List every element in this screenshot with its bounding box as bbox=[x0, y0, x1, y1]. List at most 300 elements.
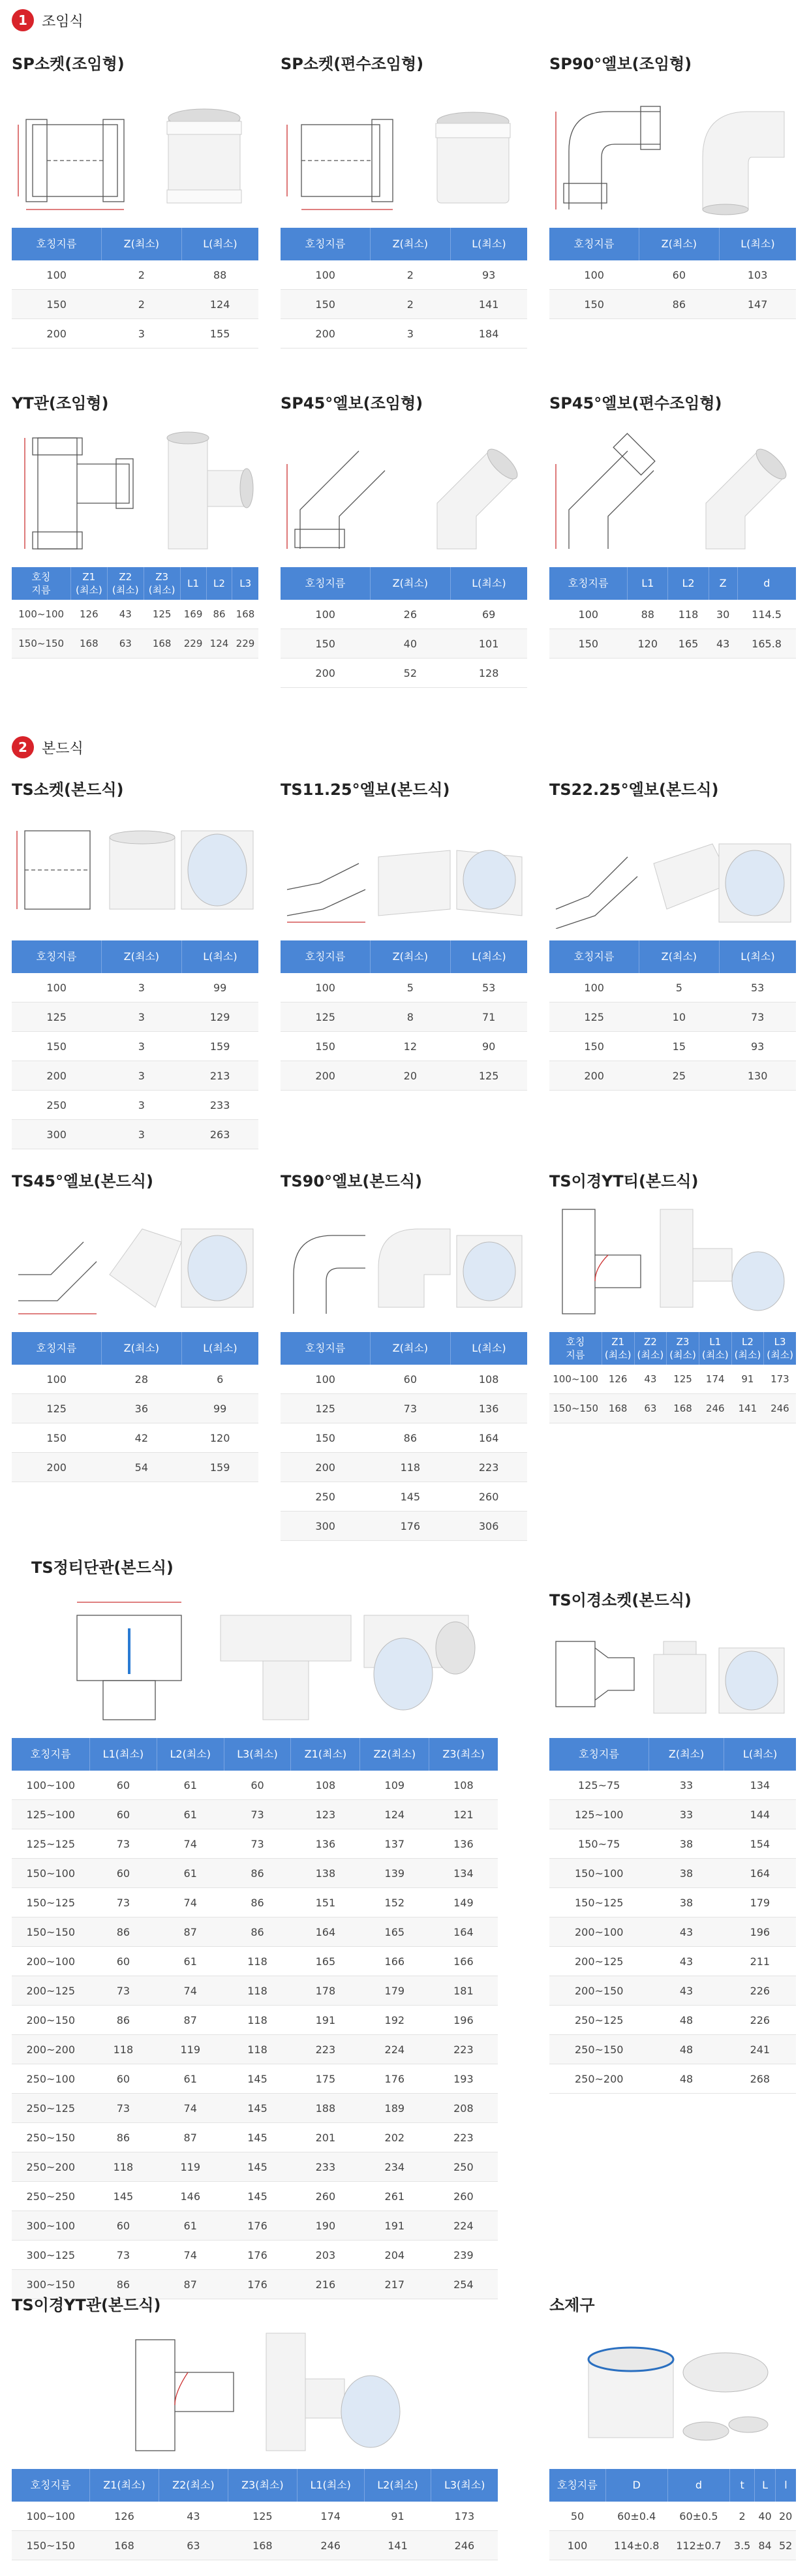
table-cell: 150 bbox=[281, 1032, 370, 1061]
table-cell: 30 bbox=[709, 600, 737, 629]
product-title: YT관(조임형) bbox=[12, 394, 109, 412]
table-cell: 125~75 bbox=[549, 1771, 649, 1800]
table-cell: 268 bbox=[724, 2064, 796, 2094]
table-cell: 33 bbox=[649, 1800, 724, 1829]
table-cell: 61 bbox=[157, 2211, 224, 2241]
table-cell: 99 bbox=[181, 973, 258, 1002]
table-row bbox=[12, 1032, 258, 1061]
table-cell: 52 bbox=[370, 659, 450, 688]
table-cell: 188 bbox=[291, 2094, 360, 2123]
technical-drawing bbox=[281, 425, 404, 555]
table-row bbox=[12, 2035, 498, 2064]
technical-drawing bbox=[549, 85, 673, 216]
table-cell: 6 bbox=[181, 1365, 258, 1394]
table-cell: 88 bbox=[628, 600, 668, 629]
product-ts2225-elbow bbox=[549, 777, 796, 1091]
table-cell: 86 bbox=[224, 1917, 291, 1947]
product-photo bbox=[647, 1622, 791, 1726]
product-figure bbox=[12, 2327, 498, 2457]
table-row bbox=[549, 1947, 796, 1976]
table-cell: 73 bbox=[90, 1829, 157, 1859]
table-cell: 150~150 bbox=[549, 1394, 602, 1423]
product-figure bbox=[281, 811, 527, 929]
product-title: TS22.25°엘보(본드식) bbox=[549, 781, 719, 799]
table-cell: 150~150 bbox=[12, 629, 70, 659]
table-cell: 168 bbox=[144, 629, 180, 659]
table-header-row bbox=[12, 940, 258, 973]
table-row bbox=[549, 600, 796, 629]
table-cell: 125 bbox=[281, 1002, 370, 1032]
table-cell: 112±0.7 bbox=[667, 2531, 729, 2560]
column-header: 호칭지름 bbox=[12, 2469, 90, 2502]
table-cell: 93 bbox=[450, 260, 527, 290]
table-cell: 179 bbox=[724, 1888, 796, 1917]
column-header: 호칭지름 bbox=[549, 940, 639, 973]
table-cell: 60 bbox=[90, 1947, 157, 1976]
table-cell: 87 bbox=[157, 1917, 224, 1947]
product-title: SP소켓(조임형) bbox=[12, 55, 125, 73]
product-figure bbox=[549, 1203, 796, 1320]
table-cell: 204 bbox=[360, 2241, 429, 2270]
column-header: L3(최소) bbox=[431, 2469, 498, 2502]
product-ts-tee bbox=[12, 1555, 498, 2299]
section-header-2 bbox=[12, 736, 84, 758]
table-cell: 254 bbox=[429, 2270, 498, 2299]
table-cell: 86 bbox=[370, 1423, 450, 1453]
product-photo bbox=[654, 1203, 797, 1320]
table-cell: 260 bbox=[450, 1482, 527, 1512]
product-photo bbox=[575, 2327, 778, 2457]
product-figure bbox=[281, 1203, 527, 1320]
table-row bbox=[12, 1859, 498, 1888]
table-row bbox=[12, 600, 258, 629]
column-header: L2 bbox=[206, 567, 232, 600]
column-header: Z(최소) bbox=[370, 940, 450, 973]
technical-drawing bbox=[123, 2327, 240, 2457]
table-cell: 100 bbox=[549, 600, 628, 629]
technical-drawing bbox=[281, 1203, 372, 1320]
table-cell: 118 bbox=[224, 1947, 291, 1976]
table-cell: 159 bbox=[181, 1032, 258, 1061]
table-cell: 128 bbox=[450, 659, 527, 688]
column-header: 호칭지름 bbox=[12, 940, 101, 973]
table-cell: 201 bbox=[291, 2123, 360, 2152]
column-header: Z3(최소) bbox=[228, 2469, 297, 2502]
table-cell: 43 bbox=[649, 1917, 724, 1947]
table-row bbox=[12, 2064, 498, 2094]
table-cell: 73 bbox=[224, 1800, 291, 1829]
table-row bbox=[12, 973, 258, 1002]
product-figure bbox=[549, 85, 796, 216]
table-cell: 150 bbox=[12, 290, 101, 319]
product-photo bbox=[686, 85, 791, 216]
table-row bbox=[12, 1947, 498, 1976]
table-row bbox=[549, 1061, 796, 1091]
technical-drawing bbox=[281, 811, 372, 929]
table-cell: 141 bbox=[364, 2531, 431, 2560]
table-cell: 164 bbox=[429, 1917, 498, 1947]
table-cell: 50 bbox=[549, 2502, 605, 2531]
table-cell: 150 bbox=[281, 290, 370, 319]
technical-drawing bbox=[549, 1203, 647, 1320]
table-cell: 145 bbox=[370, 1482, 450, 1512]
table-row bbox=[549, 1829, 796, 1859]
technical-drawing bbox=[549, 1622, 641, 1726]
product-photo bbox=[155, 425, 260, 555]
column-header: L(최소) bbox=[181, 228, 258, 260]
column-header: L(최소) bbox=[719, 940, 796, 973]
spec-table bbox=[549, 228, 796, 319]
table-cell: 53 bbox=[719, 973, 796, 1002]
table-cell: 241 bbox=[724, 2035, 796, 2064]
technical-drawing bbox=[12, 425, 142, 555]
table-cell: 87 bbox=[157, 2123, 224, 2152]
table-cell: 200~100 bbox=[549, 1917, 649, 1947]
table-row bbox=[281, 600, 527, 629]
table-cell: 263 bbox=[181, 1120, 258, 1149]
product-sp-socket-onesided bbox=[281, 51, 527, 349]
product-sp45-elbow-onesided bbox=[549, 390, 796, 659]
table-cell: 250~150 bbox=[549, 2035, 649, 2064]
table-cell: 250~125 bbox=[12, 2094, 90, 2123]
product-photo bbox=[253, 2327, 410, 2457]
column-header: L1 bbox=[628, 567, 668, 600]
table-cell: 202 bbox=[360, 2123, 429, 2152]
table-header-row bbox=[12, 228, 258, 260]
table-cell: 10 bbox=[639, 1002, 719, 1032]
table-cell: 246 bbox=[699, 1394, 731, 1423]
product-title: TS이경소켓(본드식) bbox=[549, 1591, 692, 1609]
table-row bbox=[549, 1365, 796, 1394]
table-cell: 203 bbox=[291, 2241, 360, 2270]
table-cell: 100~100 bbox=[549, 1365, 602, 1394]
spec-table bbox=[549, 567, 796, 659]
table-row bbox=[12, 1771, 498, 1800]
table-cell: 196 bbox=[429, 2006, 498, 2035]
column-header: L(최소) bbox=[450, 228, 527, 260]
table-cell: 100 bbox=[549, 260, 639, 290]
table-cell: 125 bbox=[144, 600, 180, 629]
table-cell: 189 bbox=[360, 2094, 429, 2123]
spec-table bbox=[12, 567, 258, 659]
product-figure bbox=[12, 425, 258, 555]
table-row bbox=[281, 1365, 527, 1394]
column-header: L3 bbox=[232, 567, 258, 600]
table-cell: 200 bbox=[281, 659, 370, 688]
table-cell: 168 bbox=[232, 600, 258, 629]
table-cell: 100 bbox=[549, 2531, 605, 2560]
column-header: Z2(최소) bbox=[159, 2469, 228, 2502]
table-row bbox=[12, 290, 258, 319]
table-cell: 150~150 bbox=[12, 2531, 90, 2560]
column-header: Z(최소) bbox=[370, 1332, 450, 1365]
table-row bbox=[281, 319, 527, 349]
product-figure bbox=[12, 811, 258, 929]
table-cell: 124 bbox=[206, 629, 232, 659]
section-title: 본드식 bbox=[42, 740, 84, 757]
column-header: L bbox=[755, 2469, 776, 2502]
table-cell: 3.5 bbox=[730, 2531, 755, 2560]
column-header: 호칭지름 bbox=[281, 940, 370, 973]
column-header: l bbox=[775, 2469, 796, 2502]
table-cell: 100 bbox=[281, 1365, 370, 1394]
table-row bbox=[281, 1482, 527, 1512]
product-sp45-elbow bbox=[281, 390, 527, 688]
table-cell: 134 bbox=[429, 1859, 498, 1888]
table-cell: 61 bbox=[157, 1800, 224, 1829]
column-header: D bbox=[605, 2469, 667, 2502]
table-cell: 234 bbox=[360, 2152, 429, 2182]
table-cell: 91 bbox=[364, 2502, 431, 2531]
table-cell: 86 bbox=[639, 290, 719, 319]
table-cell: 250 bbox=[12, 1091, 101, 1120]
product-ts45-elbow bbox=[12, 1168, 258, 1482]
column-header: 호칭지름 bbox=[281, 567, 370, 600]
table-cell: 60 bbox=[90, 2211, 157, 2241]
table-cell: 71 bbox=[450, 1002, 527, 1032]
table-cell: 150 bbox=[281, 629, 370, 659]
table-cell: 125 bbox=[12, 1394, 101, 1423]
table-cell: 226 bbox=[724, 2006, 796, 2035]
table-cell: 100 bbox=[12, 973, 101, 1002]
column-header: Z3 (최소) bbox=[144, 567, 180, 600]
table-row bbox=[281, 1423, 527, 1453]
table-cell: 61 bbox=[157, 1947, 224, 1976]
column-header: t bbox=[730, 2469, 755, 2502]
table-cell: 74 bbox=[157, 1976, 224, 2006]
table-cell: 168 bbox=[90, 2531, 159, 2560]
table-cell: 178 bbox=[291, 1976, 360, 2006]
table-cell: 168 bbox=[228, 2531, 297, 2560]
table-header-row bbox=[549, 228, 796, 260]
technical-drawing bbox=[549, 811, 641, 929]
column-header: 호칭 지름 bbox=[12, 567, 70, 600]
table-cell: 69 bbox=[450, 600, 527, 629]
table-row bbox=[549, 1394, 796, 1423]
table-cell: 86 bbox=[224, 1888, 291, 1917]
table-cell: 168 bbox=[667, 1394, 699, 1423]
product-title: TS이경YT티(본드식) bbox=[549, 1172, 699, 1190]
table-cell: 43 bbox=[107, 600, 144, 629]
table-cell: 126 bbox=[90, 2502, 159, 2531]
table-cell: 99 bbox=[181, 1394, 258, 1423]
table-row bbox=[549, 973, 796, 1002]
table-cell: 118 bbox=[224, 2006, 291, 2035]
table-cell: 86 bbox=[90, 2123, 157, 2152]
table-cell: 109 bbox=[360, 1771, 429, 1800]
product-title: TS이경YT관(본드식) bbox=[12, 2296, 161, 2314]
table-cell: 20 bbox=[775, 2502, 796, 2531]
table-cell: 200 bbox=[281, 1061, 370, 1091]
table-cell: 60 bbox=[90, 1771, 157, 1800]
table-cell: 25 bbox=[639, 1061, 719, 1091]
table-cell: 155 bbox=[181, 319, 258, 349]
table-cell: 26 bbox=[370, 600, 450, 629]
table-cell: 300~125 bbox=[12, 2241, 90, 2270]
table-cell: 261 bbox=[360, 2182, 429, 2211]
column-header: Z(최소) bbox=[639, 940, 719, 973]
table-cell: 226 bbox=[724, 1976, 796, 2006]
column-header: Z3 (최소) bbox=[667, 1332, 699, 1365]
table-cell: 126 bbox=[602, 1365, 634, 1394]
column-header: Z(최소) bbox=[101, 228, 181, 260]
product-ts1125-elbow bbox=[281, 777, 527, 1091]
product-cleanout bbox=[549, 2292, 796, 2560]
table-cell: 250 bbox=[429, 2152, 498, 2182]
product-photo bbox=[103, 811, 260, 929]
column-header: Z(최소) bbox=[101, 940, 181, 973]
table-cell: 3 bbox=[370, 319, 450, 349]
table-cell: 5 bbox=[370, 973, 450, 1002]
table-cell: 200 bbox=[281, 319, 370, 349]
table-cell: 150~125 bbox=[549, 1888, 649, 1917]
table-cell: 200~125 bbox=[12, 1976, 90, 2006]
table-row bbox=[12, 1061, 258, 1091]
column-header: 호칭지름 bbox=[12, 228, 101, 260]
table-cell: 20 bbox=[370, 1061, 450, 1091]
table-header-row bbox=[549, 567, 796, 600]
table-row bbox=[12, 1120, 258, 1149]
table-cell: 200 bbox=[549, 1061, 639, 1091]
table-cell: 164 bbox=[724, 1859, 796, 1888]
table-cell: 134 bbox=[724, 1771, 796, 1800]
table-cell: 118 bbox=[370, 1453, 450, 1482]
table-row bbox=[12, 1976, 498, 2006]
product-ts-socket bbox=[12, 777, 258, 1149]
spec-table bbox=[12, 1738, 498, 2299]
table-cell: 250~150 bbox=[12, 2123, 90, 2152]
table-cell: 100~100 bbox=[12, 1771, 90, 1800]
section-header-1 bbox=[12, 9, 84, 31]
table-cell: 306 bbox=[450, 1512, 527, 1541]
table-row bbox=[12, 1365, 258, 1394]
table-cell: 300~150 bbox=[12, 2270, 90, 2299]
table-cell: 125~125 bbox=[12, 1829, 90, 1859]
product-figure bbox=[281, 85, 527, 216]
table-row bbox=[549, 2035, 796, 2064]
table-cell: 120 bbox=[628, 629, 668, 659]
table-cell: 164 bbox=[291, 1917, 360, 1947]
table-cell: 250 bbox=[281, 1482, 370, 1512]
table-row bbox=[549, 260, 796, 290]
table-cell: 211 bbox=[724, 1947, 796, 1976]
column-header: L3(최소) bbox=[224, 1738, 291, 1771]
table-row bbox=[12, 1917, 498, 1947]
table-cell: 224 bbox=[360, 2035, 429, 2064]
table-cell: 229 bbox=[180, 629, 206, 659]
table-cell: 141 bbox=[731, 1394, 764, 1423]
table-cell: 246 bbox=[431, 2531, 498, 2560]
table-cell: 101 bbox=[450, 629, 527, 659]
technical-drawing bbox=[281, 85, 398, 216]
table-row bbox=[12, 1423, 258, 1453]
table-cell: 174 bbox=[699, 1365, 731, 1394]
table-cell: 200~200 bbox=[12, 2035, 90, 2064]
table-cell: 150~75 bbox=[549, 1829, 649, 1859]
product-title: TS소켓(본드식) bbox=[12, 781, 124, 799]
column-header: 호칭지름 bbox=[549, 567, 628, 600]
table-cell: 43 bbox=[649, 1947, 724, 1976]
table-cell: 86 bbox=[224, 1859, 291, 1888]
product-figure bbox=[549, 2327, 796, 2457]
table-cell: 200~150 bbox=[12, 2006, 90, 2035]
table-row bbox=[549, 2064, 796, 2094]
section-number: 1 bbox=[12, 9, 34, 31]
table-row bbox=[281, 629, 527, 659]
table-cell: 43 bbox=[159, 2502, 228, 2531]
table-cell: 150~150 bbox=[12, 1917, 90, 1947]
table-row bbox=[12, 2123, 498, 2152]
product-photo bbox=[155, 85, 253, 216]
column-header: L2 (최소) bbox=[731, 1332, 764, 1365]
table-header-row bbox=[281, 940, 527, 973]
table-row bbox=[549, 1976, 796, 2006]
table-cell: 145 bbox=[224, 2182, 291, 2211]
column-header: L(최소) bbox=[181, 1332, 258, 1365]
table-cell: 145 bbox=[224, 2064, 291, 2094]
table-cell: 223 bbox=[429, 2123, 498, 2152]
table-cell: 200 bbox=[12, 319, 101, 349]
table-cell: 150 bbox=[549, 1032, 639, 1061]
table-cell: 74 bbox=[157, 2241, 224, 2270]
table-cell: 42 bbox=[101, 1423, 181, 1453]
product-figure bbox=[281, 425, 527, 555]
table-row bbox=[549, 1917, 796, 1947]
table-cell: 165 bbox=[291, 1947, 360, 1976]
technical-drawing bbox=[12, 85, 129, 216]
column-header: L1(최소) bbox=[90, 1738, 157, 1771]
table-cell: 136 bbox=[429, 1829, 498, 1859]
column-header: 호칭지름 bbox=[12, 1332, 101, 1365]
table-cell: 93 bbox=[719, 1032, 796, 1061]
column-header: L(최소) bbox=[450, 940, 527, 973]
table-cell: 154 bbox=[724, 1829, 796, 1859]
column-header: Z1 (최소) bbox=[70, 567, 107, 600]
table-cell: 88 bbox=[181, 260, 258, 290]
table-cell: 200 bbox=[12, 1453, 101, 1482]
spec-table bbox=[281, 1332, 527, 1541]
column-header: L2(최소) bbox=[157, 1738, 224, 1771]
table-cell: 73 bbox=[90, 2094, 157, 2123]
table-cell: 5 bbox=[639, 973, 719, 1002]
table-cell: 2 bbox=[101, 290, 181, 319]
table-cell: 60 bbox=[90, 2064, 157, 2094]
table-cell: 250~200 bbox=[549, 2064, 649, 2094]
table-cell: 125 bbox=[450, 1061, 527, 1091]
section-number: 2 bbox=[12, 736, 34, 758]
column-header: L1 bbox=[180, 567, 206, 600]
table-cell: 38 bbox=[649, 1888, 724, 1917]
product-sp-socket bbox=[12, 51, 258, 349]
table-cell: 213 bbox=[181, 1061, 258, 1091]
table-cell: 208 bbox=[429, 2094, 498, 2123]
table-row bbox=[12, 1091, 258, 1120]
table-cell: 118 bbox=[90, 2035, 157, 2064]
table-cell: 191 bbox=[360, 2211, 429, 2241]
table-cell: 103 bbox=[719, 260, 796, 290]
section-title: 조임식 bbox=[42, 13, 84, 30]
table-cell: 15 bbox=[639, 1032, 719, 1061]
column-header: d bbox=[737, 567, 796, 600]
table-row bbox=[12, 260, 258, 290]
product-title: 소제구 bbox=[549, 2296, 595, 2314]
table-cell: 87 bbox=[157, 2006, 224, 2035]
table-cell: 196 bbox=[724, 1917, 796, 1947]
table-cell: 152 bbox=[360, 1888, 429, 1917]
table-cell: 260 bbox=[291, 2182, 360, 2211]
table-cell: 250~125 bbox=[549, 2006, 649, 2035]
product-photo bbox=[418, 425, 522, 555]
